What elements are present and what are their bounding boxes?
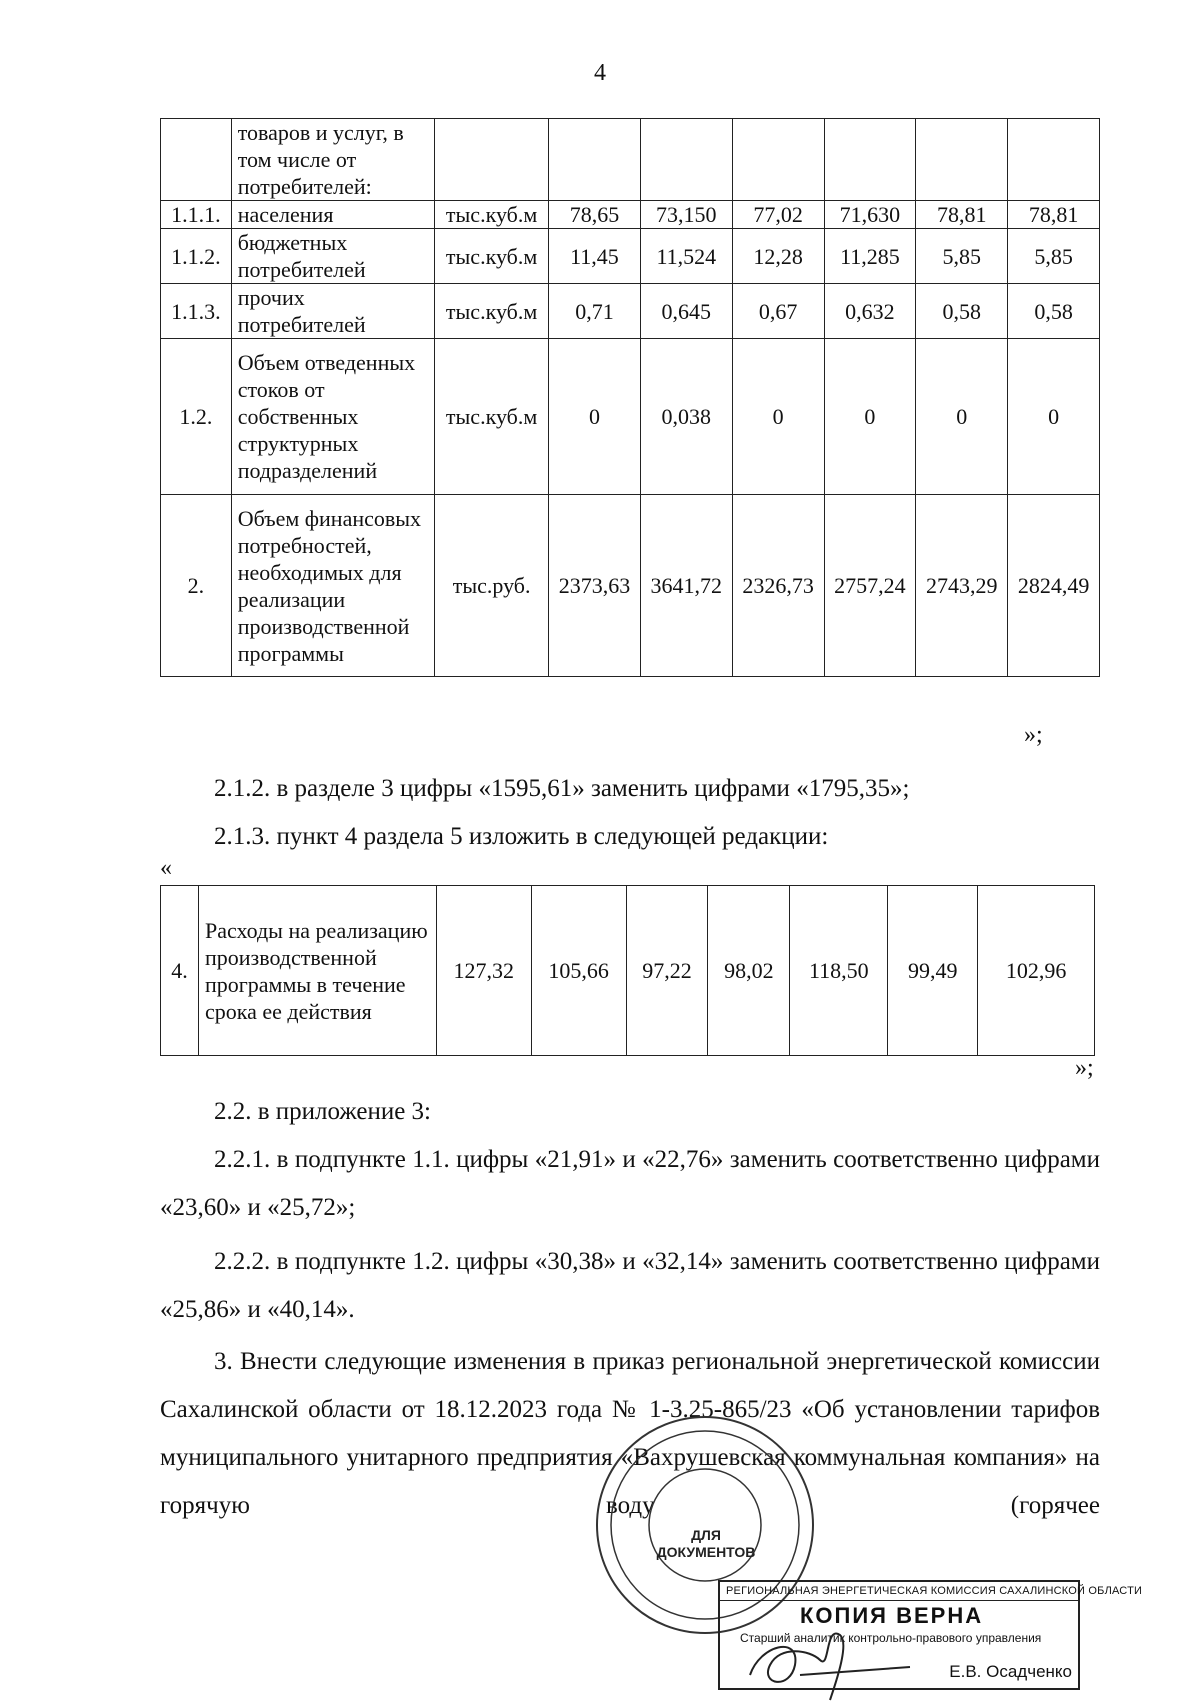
- seal-center-text: ДЛЯ ДОКУМЕНТОВ: [656, 1527, 756, 1560]
- paragraph-2-2-1: 2.2.1. в подпункте 1.1. цифры «21,91» и «22,76» заменить соответственно цифрами «23,60» и «25,72»;: [160, 1146, 1100, 1221]
- table-row: [161, 284, 1100, 339]
- row-index: 1.2.: [161, 339, 232, 495]
- row-index: 1.1.3.: [161, 284, 232, 339]
- value-cell: 11,45: [549, 229, 641, 284]
- row-index: 1.1.1.: [161, 201, 232, 229]
- production-program-table: [160, 118, 1100, 677]
- value-cell: 0,645: [640, 284, 732, 339]
- row-index: 2.: [161, 495, 232, 677]
- value-cell: [1008, 119, 1100, 201]
- value-cell: 11,524: [640, 229, 732, 284]
- row-unit: тыс.руб.: [435, 495, 549, 677]
- value-cell: 0,71: [549, 284, 641, 339]
- value-cell: 12,28: [732, 229, 824, 284]
- value-cell: 97,22: [626, 886, 708, 1056]
- value-cell: 98,02: [708, 886, 790, 1056]
- table-row: [161, 229, 1100, 284]
- value-cell: 2824,49: [1008, 495, 1100, 677]
- table2-opening-quote: «: [160, 855, 172, 881]
- value-cell: 102,96: [978, 886, 1095, 1056]
- row-unit: тыс.куб.м: [435, 229, 549, 284]
- value-cell: 0,58: [1008, 284, 1100, 339]
- row-index: 1.1.2.: [161, 229, 232, 284]
- value-cell: 73,150: [640, 201, 732, 229]
- stamp-organization: РЕГИОНАЛЬНАЯ ЭНЕРГЕТИЧЕСКАЯ КОМИССИЯ САХАЛИНСКОЙ ОБЛАСТИ: [720, 1582, 1078, 1601]
- row-unit: [435, 119, 549, 201]
- paragraph-2-2: 2.2. в приложение 3:: [214, 1098, 432, 1125]
- row-label: бюджетных потребителей: [231, 229, 434, 284]
- value-cell: [732, 119, 824, 201]
- value-cell: 0: [732, 339, 824, 495]
- paragraph-2-1-3: 2.1.3. пункт 4 раздела 5 изложить в следующей редакции:: [214, 823, 829, 850]
- row-label: товаров и услуг, в том числе от потребителей:: [231, 119, 434, 201]
- value-cell: 0: [1008, 339, 1100, 495]
- value-cell: 5,85: [916, 229, 1008, 284]
- value-cell: 0,632: [824, 284, 916, 339]
- production-program-table-body: [161, 119, 1100, 677]
- value-cell: 0,038: [640, 339, 732, 495]
- value-cell: 99,49: [888, 886, 978, 1056]
- value-cell: 2757,24: [824, 495, 916, 677]
- table2-closing-quote: »;: [1075, 1055, 1094, 1081]
- row-label: Расходы на реализацию производственной программы в течение срока ее действия: [198, 886, 436, 1056]
- stamp-signer-name: Е.В. Осадченко: [949, 1662, 1072, 1681]
- value-cell: 2373,63: [549, 495, 641, 677]
- expenses-row: [161, 886, 1095, 1056]
- value-cell: 77,02: [732, 201, 824, 229]
- row-unit: тыс.куб.м: [435, 339, 549, 495]
- paragraph-2-1-2: 2.1.2. в разделе 3 цифры «1595,61» заменить цифрами «1795,35»;: [214, 775, 910, 802]
- table-row: [161, 495, 1100, 677]
- row-index: [161, 119, 232, 201]
- value-cell: 0: [916, 339, 1008, 495]
- table-row: [161, 201, 1100, 229]
- value-cell: 127,32: [436, 886, 531, 1056]
- value-cell: 0,67: [732, 284, 824, 339]
- value-cell: 78,65: [549, 201, 641, 229]
- value-cell: 0: [824, 339, 916, 495]
- paragraph-2-2-2: 2.2.2. в подпункте 1.2. цифры «30,38» и «32,14» заменить соответственно цифрами «25,86» и «40,14».: [160, 1248, 1100, 1323]
- value-cell: [549, 119, 641, 201]
- table1-closing-quote: »;: [1024, 722, 1043, 748]
- expenses-table: [160, 885, 1095, 1056]
- row-unit: тыс.куб.м: [435, 201, 549, 229]
- row-label: Объем финансовых потребностей, необходимых для реализации производственной программы: [231, 495, 434, 677]
- value-cell: [916, 119, 1008, 201]
- value-cell: 5,85: [1008, 229, 1100, 284]
- value-cell: 78,81: [1008, 201, 1100, 229]
- stamp-certified-copy: КОПИЯ ВЕРНА: [800, 1603, 984, 1628]
- value-cell: 0: [549, 339, 641, 495]
- signature-icon: [740, 1605, 920, 1705]
- table-row: [161, 119, 1100, 201]
- value-cell: 11,285: [824, 229, 916, 284]
- value-cell: [824, 119, 916, 201]
- value-cell: 2326,73: [732, 495, 824, 677]
- row-label: населения: [231, 201, 434, 229]
- stamp-position: Старший аналитик контрольно-правового управления: [740, 1631, 1042, 1645]
- row-index: 4.: [161, 886, 199, 1056]
- value-cell: 78,81: [916, 201, 1008, 229]
- value-cell: 2743,29: [916, 495, 1008, 677]
- page-number: 4: [594, 60, 606, 86]
- value-cell: 118,50: [790, 886, 888, 1056]
- value-cell: [640, 119, 732, 201]
- table-row: [161, 339, 1100, 495]
- value-cell: 105,66: [531, 886, 626, 1056]
- paragraph-3: 3. Внести следующие изменения в приказ региональной энергетической комиссии Сахалинской области от 18.12.2023 года № 1-3.25-865/23 «Об установлении тарифов муниципального унитарного предприятия «Вахрушевская коммунальная компания» на горячую воду (горячее: [160, 1348, 1100, 1519]
- row-label: Объем отведенных стоков от собственных структурных подразделений: [231, 339, 434, 495]
- row-label: прочих потребителей: [231, 284, 434, 339]
- value-cell: 3641,72: [640, 495, 732, 677]
- value-cell: 71,630: [824, 201, 916, 229]
- value-cell: 0,58: [916, 284, 1008, 339]
- row-unit: тыс.куб.м: [435, 284, 549, 339]
